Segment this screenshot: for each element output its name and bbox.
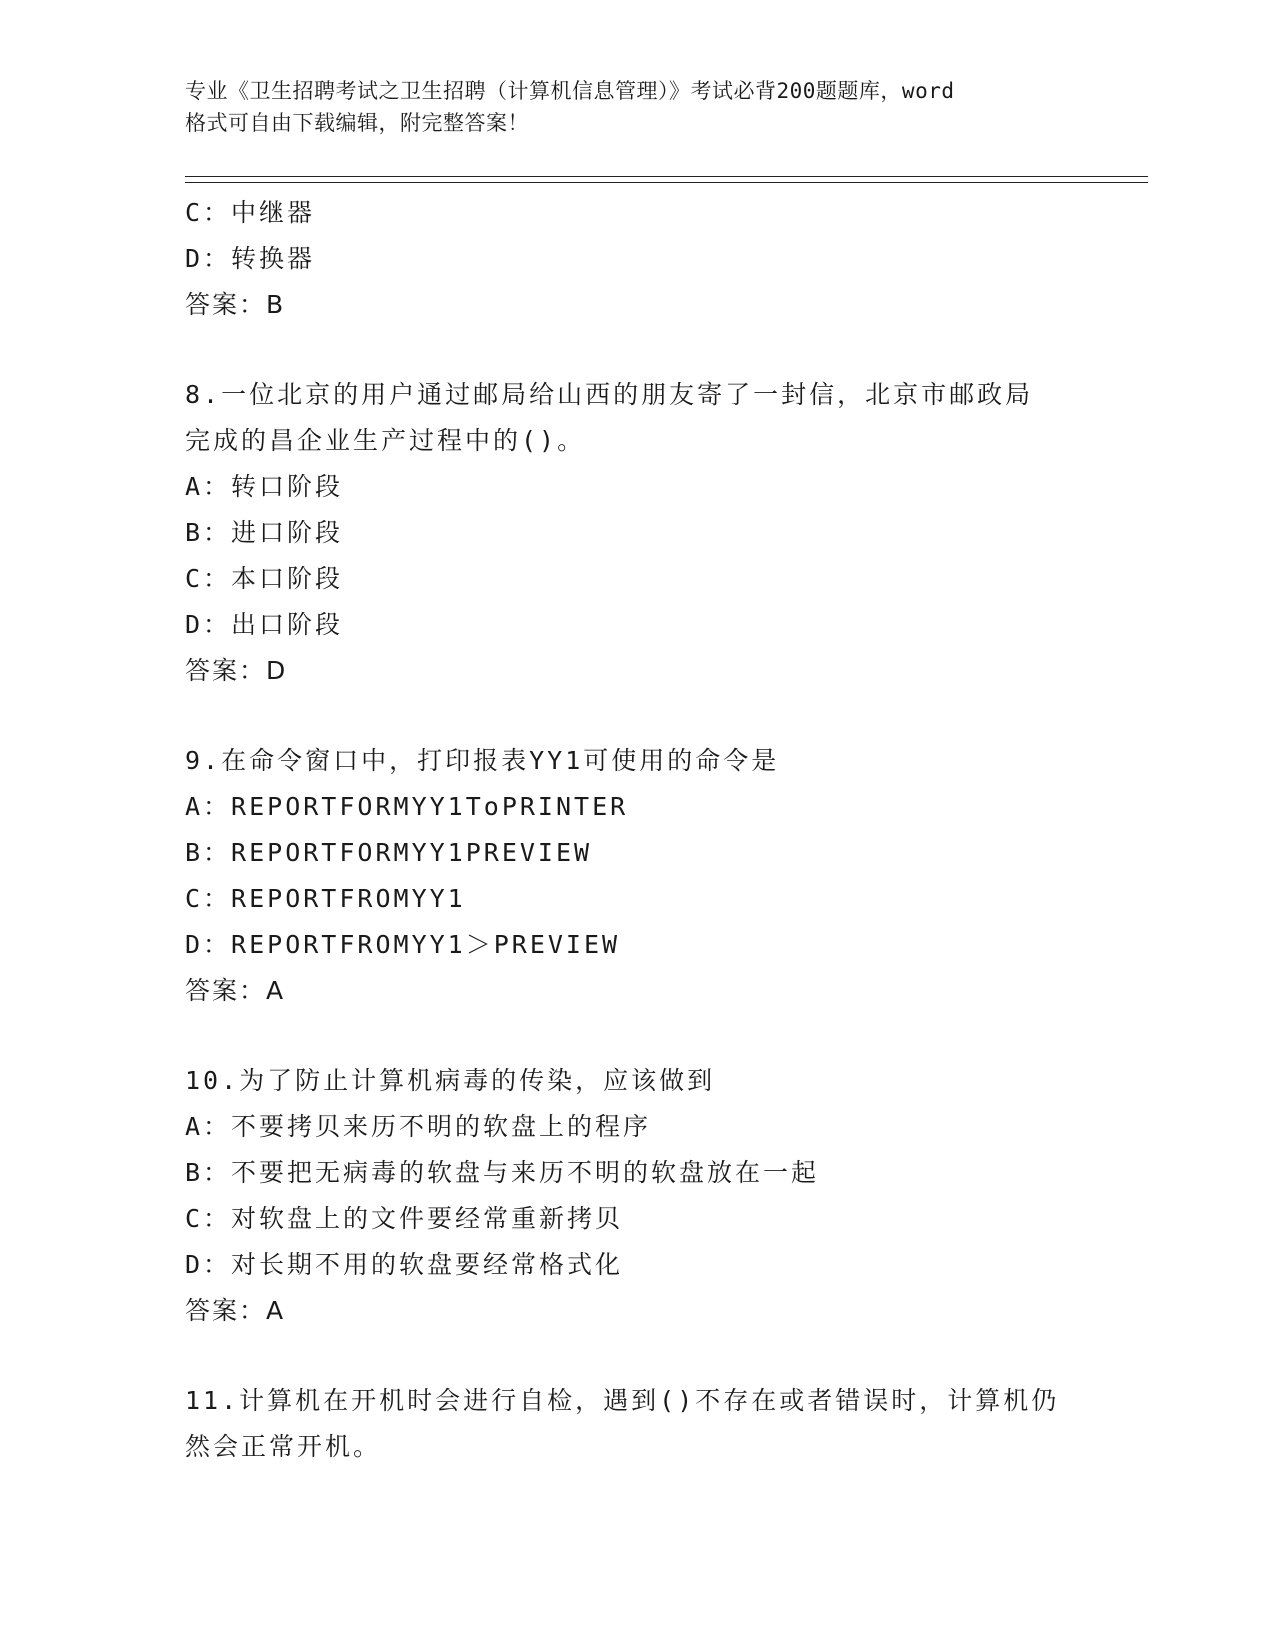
option-a: A：REPORTFORMYY1ToPRINTER	[185, 792, 629, 821]
answer: 答案：D	[185, 656, 288, 685]
option-b: B：REPORTFORMYY1PREVIEW	[185, 838, 593, 867]
option-d: D：REPORTFROMYY1＞PREVIEW	[185, 930, 621, 959]
option-c: C：本口阶段	[185, 564, 344, 593]
question-stem: 10.为了防止计算机病毒的传染，应该做到	[185, 1066, 716, 1095]
option-c: C：对软盘上的文件要经常重新拷贝	[185, 1204, 624, 1233]
option-a: A：转口阶段	[185, 472, 344, 501]
question-stem-line-1: 8.一位北京的用户通过邮局给山西的朋友寄了一封信，北京市邮政局	[185, 380, 1034, 409]
question-stem-line-2: 然会正常开机。	[185, 1432, 382, 1461]
question-list	[185, 190, 1085, 1470]
answer: 答案：A	[185, 976, 286, 1005]
question-8	[185, 372, 1085, 694]
option-b: B：进口阶段	[185, 518, 344, 547]
option-c: C：中继器	[185, 198, 316, 227]
option-b: B：不要把无病毒的软盘与来历不明的软盘放在一起	[185, 1158, 820, 1187]
question-stem-line-2: 完成的昌企业生产过程中的()。	[185, 426, 586, 455]
question-stem: 9.在命令窗口中，打印报表YY1可使用的命令是	[185, 746, 780, 775]
question-11	[185, 1378, 1085, 1470]
option-a: A：不要拷贝来历不明的软盘上的程序	[185, 1112, 652, 1141]
document-header	[185, 75, 1085, 139]
header-title-line-1: 专业《卫生招聘考试之卫生招聘（计算机信息管理）》考试必背200题题库，word	[185, 79, 955, 103]
question-10	[185, 1058, 1085, 1334]
question-7	[185, 190, 1085, 328]
header-divider	[185, 176, 1148, 183]
option-d: D：出口阶段	[185, 610, 344, 639]
question-stem-line-1: 11.计算机在开机时会进行自检，遇到()不存在或者错误时，计算机仍	[185, 1386, 1060, 1415]
option-c: C：REPORTFROMYY1	[185, 884, 466, 913]
header-title-line-2: 格式可自由下载编辑，附完整答案！	[185, 111, 529, 135]
question-9	[185, 738, 1085, 1014]
option-d: D：对长期不用的软盘要经常格式化	[185, 1250, 624, 1279]
answer: 答案：B	[185, 290, 286, 319]
option-d: D：转换器	[185, 244, 316, 273]
answer: 答案：A	[185, 1296, 286, 1325]
